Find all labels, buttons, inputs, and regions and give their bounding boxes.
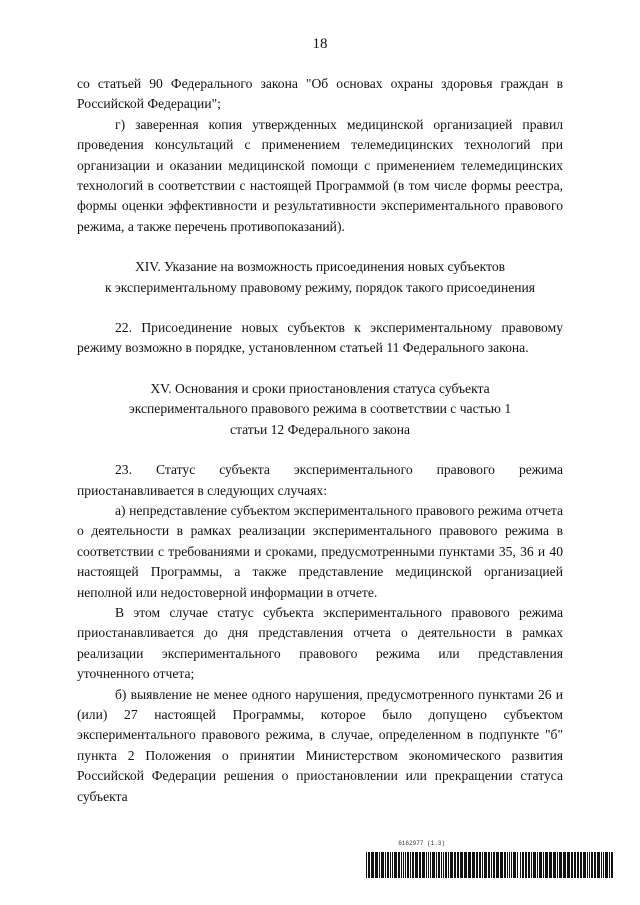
heading-line: статьи 12 Федерального закона <box>229 421 411 437</box>
page-number: 18 <box>312 36 328 52</box>
paragraph-continuation: со статьей 90 Федерального закона "Об основах охраны здоровья граждан в Российской Федерации"; <box>77 76 563 112</box>
heading-line: XIV. Указание на возможность присоединения новых субъектов <box>134 259 506 275</box>
document-id: 6162977 (1.3) <box>398 840 445 847</box>
document-body <box>77 74 563 807</box>
heading-line: к экспериментальному правовому режиму, порядок такого присоединения <box>104 279 536 295</box>
paragraph-23-a-case: В этом случае статус субъекта экспериментального правового режима приостанавливается до дня представления отчета о деятельности в рамках реализации экспериментального правового режима или представления уточненного отчета; <box>77 604 563 682</box>
paragraph-22: 22. Присоединение новых субъектов к экспериментальному правовому режиму возможно в порядке, установленном статьей 11 Федерального закона. <box>77 320 563 356</box>
barcode-icon <box>366 852 616 878</box>
section-heading-xiv <box>77 257 563 298</box>
heading-line: XV. Основания и сроки приостановления статуса субъекта <box>150 380 490 396</box>
paragraph-23-b: б) выявление не менее одного нарушения, предусмотренного пунктами 26 и (или) 27 настоящей Программы, которое было допущено субъектом экспериментального правового режима, в случае, определенном в подпункте "б" пункта 2 Положения о принятии Министерством экономического развития Российской Федерации решения о приостановлении или прекращении статуса субъекта <box>77 686 563 804</box>
barcode-block <box>366 840 616 878</box>
section-heading-xv <box>77 379 563 440</box>
paragraph-23-a: а) непредставление субъектом экспериментального правового режима отчета о деятельности в рамках реализации экспериментального правового режима в соответствии с требованиями и сроками, предусмотренными пунктами 35, 36 и 40 настоящей Программы, а также представление медицинской организацией неполной или недостоверной информации в отчете. <box>77 502 563 600</box>
paragraph-23: 23. Статус субъекта экспериментального правового режима приостанавливается в следующих случаях: <box>77 462 563 498</box>
heading-line: экспериментального правового режима в соответствии с частью 1 <box>128 401 512 417</box>
paragraph-item-g: г) заверенная копия утвержденных медицинской организацией правил проведения консультаций с применением телемедицинских технологий при организации и оказании медицинской помощи с применением телемедицинских технологий в соответствии с настоящей Программой (в том числе формы реестра, формы оценки эффективности и результативности экспериментального правового режима, а также перечень противопоказаний). <box>77 116 563 234</box>
